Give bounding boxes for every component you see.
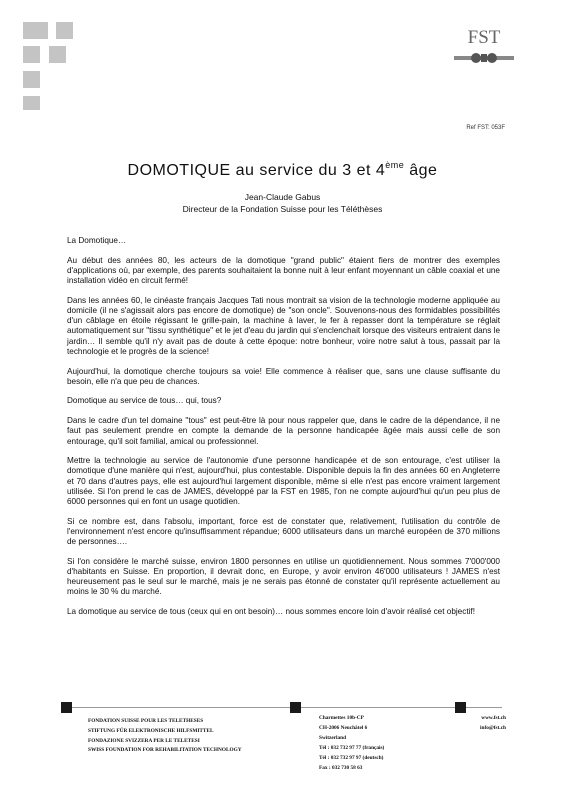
reference-number: Ref FST: 053F <box>466 125 505 131</box>
phone-fr: Tél : 032 732 97 77 (français) <box>319 745 385 751</box>
paragraph: La Domotique… <box>67 236 127 245</box>
title-end: âge <box>409 162 438 179</box>
paragraph: Mettre la technologie au service de l'autonomie d'une personne handicapée et de son entourage, c'est utiliser la domotique d'une manière qui n'est, aujourd'hui, plus contestable. Disponible depuis la fin des années 60 en Angleterre et 70 dans d'autres pays, elle est aujourd'hui largement disponible, même si elle n'est pas encore vraiment largement utilisée. Si l'on prend le cas de JAMES, développé par la FST en 1985, l'on ne compte aujourd'hui qu'un peu plus de 6000 personnes qui en font un usage quotidien. <box>67 456 500 507</box>
address-line: Charmettes 10b-CP <box>319 715 364 721</box>
paragraph: Si ce nombre est, dans l'absolu, important, force est de constater que, relativement, l'utilisation du contrôle de l'environnement n'est encore qu'insuffisamment répandue; 6000 utilisateurs dans un marché européen de 370 millions de personnes…. <box>67 516 500 547</box>
foundation-name-de: STIFTUNG FÜR ELEKTRONISCHE HILFSMITTEL <box>88 727 214 734</box>
website-link[interactable]: www.fst.ch <box>481 715 506 721</box>
paragraph: Au début des années 80, les acteurs de la domotique "grand public" étaient fiers de montrer des exemples d'applications où, par exemple, des parents souhaitaient la bonne nuit à leur enfant moyennant un câble coaxial et une installation vidéo en circuit fermé! <box>67 255 500 286</box>
address-line: Switzerland <box>319 735 347 741</box>
author-role: Directeur de la Fondation Suisse pour les Téléthèses <box>182 204 383 214</box>
phone-de: Tél : 032 732 97 97 (deutsch) <box>319 755 384 761</box>
footer-divider <box>68 707 502 708</box>
author-block <box>0 191 565 215</box>
paragraph: Dans les années 60, le cinéaste français Jacques Tati nous montrait sa vision de la technologie moderne appliquée au domicile (il ne s'agissait alors pas encore de domotique) de "son oncle". Souvenons-nous des formidables possibilités d'un câblage en étoile régissant le grille-pain, la machine à laver, le fer à repasser dont la température se réglait automatiquement sur "tissu synthétique" et le jet d'eau du jardin qui s'enclenchait lorsque des visiteurs entraient dans le jardin… Il semble qu'il n'y avait pas de doute à cette époque: notre bonheur, voire notre salut à tous, passait par la technologie et le progrès de la science! <box>67 295 500 356</box>
address-line: CH-2006 Neuchâtel 6 <box>319 725 368 731</box>
footer-foundation-names <box>88 717 242 756</box>
body-text <box>67 236 500 627</box>
paragraph: Domotique au service de tous… qui, tous? <box>67 396 222 406</box>
paragraph: Aujourd'hui, la domotique cherche toujours sa voie! Elle commence à réaliser que, sans une clause suffisante du besoin, elle n'a que peu de chances. <box>67 366 500 386</box>
footer-square-mid <box>290 702 301 713</box>
paragraph: La domotique au service de tous (ceux qui en ont besoin)… nous sommes encore loin d'avoir réalisé cet objectif! <box>67 607 475 617</box>
fst-logo <box>450 28 518 70</box>
footer-square-right <box>455 702 466 713</box>
foundation-name-en: SWISS FOUNDATION FOR REHABILITATION TECHNOLOGY <box>88 747 242 754</box>
paragraph: Si l'on considère le marché suisse, environ 1800 personnes en utilise un quotidiennement. Nous sommes 7'000'000 d'habitants en Suisse. En proportion, il devrait donc, en Europe, y avoir environ 46'000 utilisateurs ! JAMES n'est heureusement pas le seul sur le marché, mais je ne serais pas étonné de constater qu'il représente actuellement au moins le 30 % du marché. <box>67 556 500 597</box>
foundation-name-fr: FONDATION SUISSE POUR LES TELETHESES <box>88 718 204 724</box>
paragraph: Dans le cadre d'un tel domaine "tous" est peut-être là pour nous rappeler que, dans le cadre de la dépendance, il ne faut pas seulement prendre en compte la demande de la personne handicapée âgée mais aussi celle de son entourage, qu'il soit familial, amical ou professionnel. <box>67 416 500 446</box>
document-title <box>0 162 565 180</box>
footer-contact <box>480 713 506 733</box>
title-main: DOMOTIQUE au service du 3 et 4 <box>127 162 386 179</box>
footer-address <box>319 713 384 773</box>
foundation-name-it: FONDAZIONE SVIZZERA PER LE TELETESI <box>88 737 200 744</box>
title-superscript: ème <box>385 160 405 170</box>
logo-graphic-icon <box>454 51 514 65</box>
logo-text: FST <box>467 27 501 48</box>
author-name: Jean-Claude Gabus <box>244 192 321 202</box>
email-link[interactable]: info@fst.ch <box>480 725 506 731</box>
footer-square-left <box>61 702 72 713</box>
fax: Fax : 032 730 58 63 <box>319 765 363 771</box>
